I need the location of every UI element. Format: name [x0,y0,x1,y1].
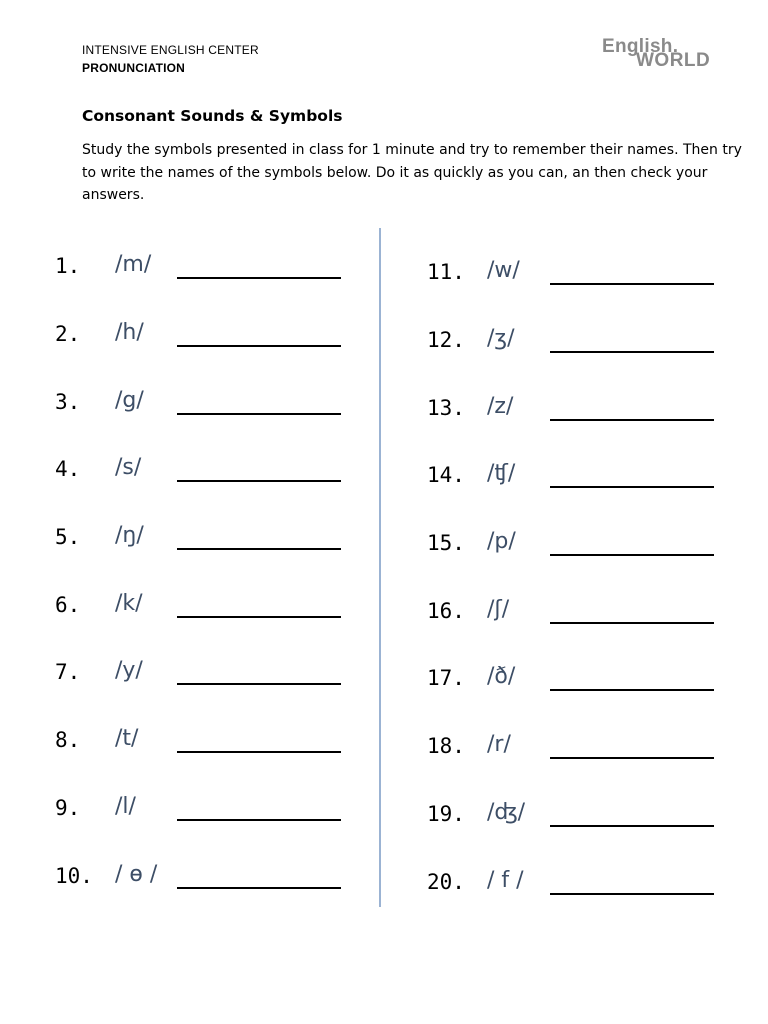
item-number: 6. [55,593,81,617]
item-number: 12. [427,328,465,352]
answer-blank[interactable] [177,887,341,889]
phonetic-symbol: /ʒ/ [487,326,515,351]
english-world-logo [600,36,732,72]
item-number: 8. [55,728,81,752]
answer-blank[interactable] [550,554,714,556]
exercise-item [55,457,355,487]
exercise-item [427,802,727,832]
item-number: 9. [55,796,81,820]
item-number: 10. [55,864,93,888]
item-number: 19. [427,802,465,826]
answer-blank[interactable] [550,757,714,759]
exercise-item [427,531,727,561]
phonetic-symbol: /l/ [115,794,136,819]
phonetic-symbol: /g/ [115,388,144,413]
phonetic-symbol: /ʧ/ [487,461,516,486]
item-number: 17. [427,666,465,690]
phonetic-symbol: /s/ [115,455,142,480]
item-number: 18. [427,734,465,758]
phonetic-symbol: /ʃ/ [487,597,510,622]
item-number: 13. [427,396,465,420]
phonetic-symbol: /k/ [115,591,143,616]
logo-text-world: WORLD [636,50,711,71]
column-divider [379,228,381,907]
worksheet-instructions: Study the symbols presented in class for 1 minute and try to remember their names. Then try to write the names of the symbols below. Do it as quickly as you can, an then check your answers. [82,142,742,203]
exercise-item [55,254,355,284]
phonetic-symbol: /ʤ/ [487,800,526,825]
answer-blank[interactable] [550,419,714,421]
answer-blank[interactable] [177,819,341,821]
answer-blank[interactable] [177,345,341,347]
item-number: 16. [427,599,465,623]
exercise-item [55,796,355,826]
exercise-item [427,396,727,426]
answer-blank[interactable] [177,683,341,685]
phonetic-symbol: /ð/ [487,664,516,689]
phonetic-symbol: / f / [487,868,524,893]
phonetic-symbol: /m/ [115,252,152,277]
exercise-item [55,593,355,623]
item-number: 11. [427,260,465,284]
phonetic-symbol: / ɵ / [115,862,158,887]
answer-blank[interactable] [177,548,341,550]
answer-blank[interactable] [177,616,341,618]
phonetic-symbol: /ŋ/ [115,523,144,548]
exercise-item [427,599,727,629]
phonetic-symbol: /w/ [487,258,520,283]
exercise-item [55,660,355,690]
phonetic-symbol: /y/ [115,658,143,683]
exercise-item [55,390,355,420]
answer-blank[interactable] [550,486,714,488]
item-number: 7. [55,660,81,684]
answer-blank[interactable] [550,622,714,624]
exercise-item [55,728,355,758]
answer-blank[interactable] [177,751,341,753]
worksheet-title: Consonant Sounds & Symbols [82,107,343,125]
item-number: 2. [55,322,81,346]
logo-text-english: English. [602,36,679,57]
answer-blank[interactable] [550,351,714,353]
header-institution: INTENSIVE ENGLISH CENTER [82,43,259,57]
exercise-item [55,322,355,352]
item-number: 14. [427,463,465,487]
exercise-item [55,864,355,894]
item-number: 5. [55,525,81,549]
phonetic-symbol: /p/ [487,529,516,554]
phonetic-symbol: /z/ [487,394,514,419]
item-number: 20. [427,870,465,894]
answer-blank[interactable] [550,689,714,691]
answer-blank[interactable] [177,413,341,415]
exercise-item [427,463,727,493]
answer-blank[interactable] [550,893,714,895]
exercise-item [427,870,727,900]
exercise-item [427,260,727,290]
phonetic-symbol: /t/ [115,726,139,751]
exercise-item [55,525,355,555]
exercise-item [427,328,727,358]
answer-blank[interactable] [550,825,714,827]
item-number: 1. [55,254,81,278]
item-number: 3. [55,390,81,414]
exercise-item [427,734,727,764]
phonetic-symbol: /r/ [487,732,511,757]
answer-blank[interactable] [177,277,341,279]
phonetic-symbol: /h/ [115,320,144,345]
exercise-item [427,666,727,696]
item-number: 15. [427,531,465,555]
answer-blank[interactable] [177,480,341,482]
header-subject: PRONUNCIATION [82,61,186,75]
answer-blank[interactable] [550,283,714,285]
item-number: 4. [55,457,81,481]
